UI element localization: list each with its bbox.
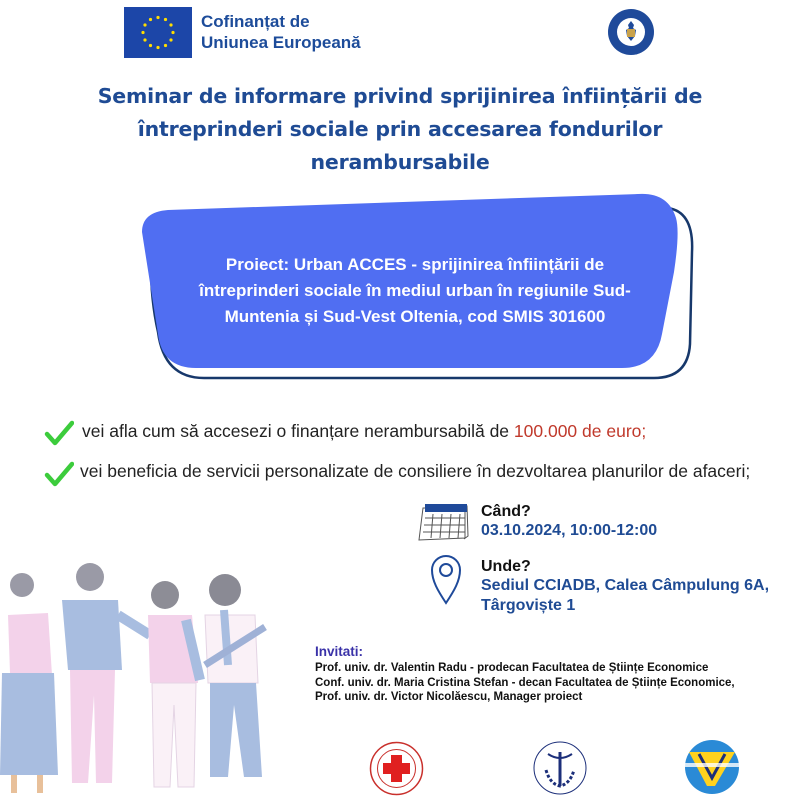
eu-flag-icon xyxy=(124,7,192,58)
check-icon xyxy=(44,420,74,446)
guest-item: Prof. univ. dr. Victor Nicolăescu, Manager proiect xyxy=(315,691,583,703)
calendar-icon xyxy=(415,502,470,544)
location-pin-icon xyxy=(430,553,462,605)
funding-amount: 100.000 de euro; xyxy=(513,421,647,441)
when-label: Când? xyxy=(481,503,531,520)
where-label: Unde? xyxy=(481,558,531,575)
invited-title: Invitati: xyxy=(315,644,364,659)
check-icon xyxy=(44,461,74,487)
page-title: Seminar de informare privind sprijinirea înființării de întreprinderi sociale prin accesarea fondurilor nerambursabile xyxy=(97,84,703,174)
guest-item: Conf. univ. dr. Maria Cristina Stefan - decan Facultatea de Științe Economice, xyxy=(315,676,735,689)
project-description: Proiect: Urban ACCES - sprijinirea înființării de întreprinderi sociale în mediul urban în regiunile Sud- Muntenia și Sud-Vest Oltenia, cod SMIS 301600 xyxy=(199,255,631,326)
guvernul-romaniei-seal-icon xyxy=(607,8,655,56)
guest-item: Prof. univ. dr. Valentin Radu - prodecan Facultatea de Științe Economice xyxy=(315,662,709,674)
eu-cofinancing-text: Cofinanțat de Uniunea Europeană xyxy=(201,12,361,52)
ccib-dambovita-logo xyxy=(530,740,590,797)
invited-guest-list xyxy=(315,661,735,705)
event-date-time: 03.10.2024, 10:00-12:00 xyxy=(481,522,658,539)
people-handshake-illustration xyxy=(0,555,290,801)
valahia-university-logo xyxy=(683,738,741,796)
red-cross-romania-logo xyxy=(368,740,425,797)
event-location: Sediul CCIADB, Calea Câmpulung 6A, Târgoviște 1 xyxy=(481,577,770,614)
